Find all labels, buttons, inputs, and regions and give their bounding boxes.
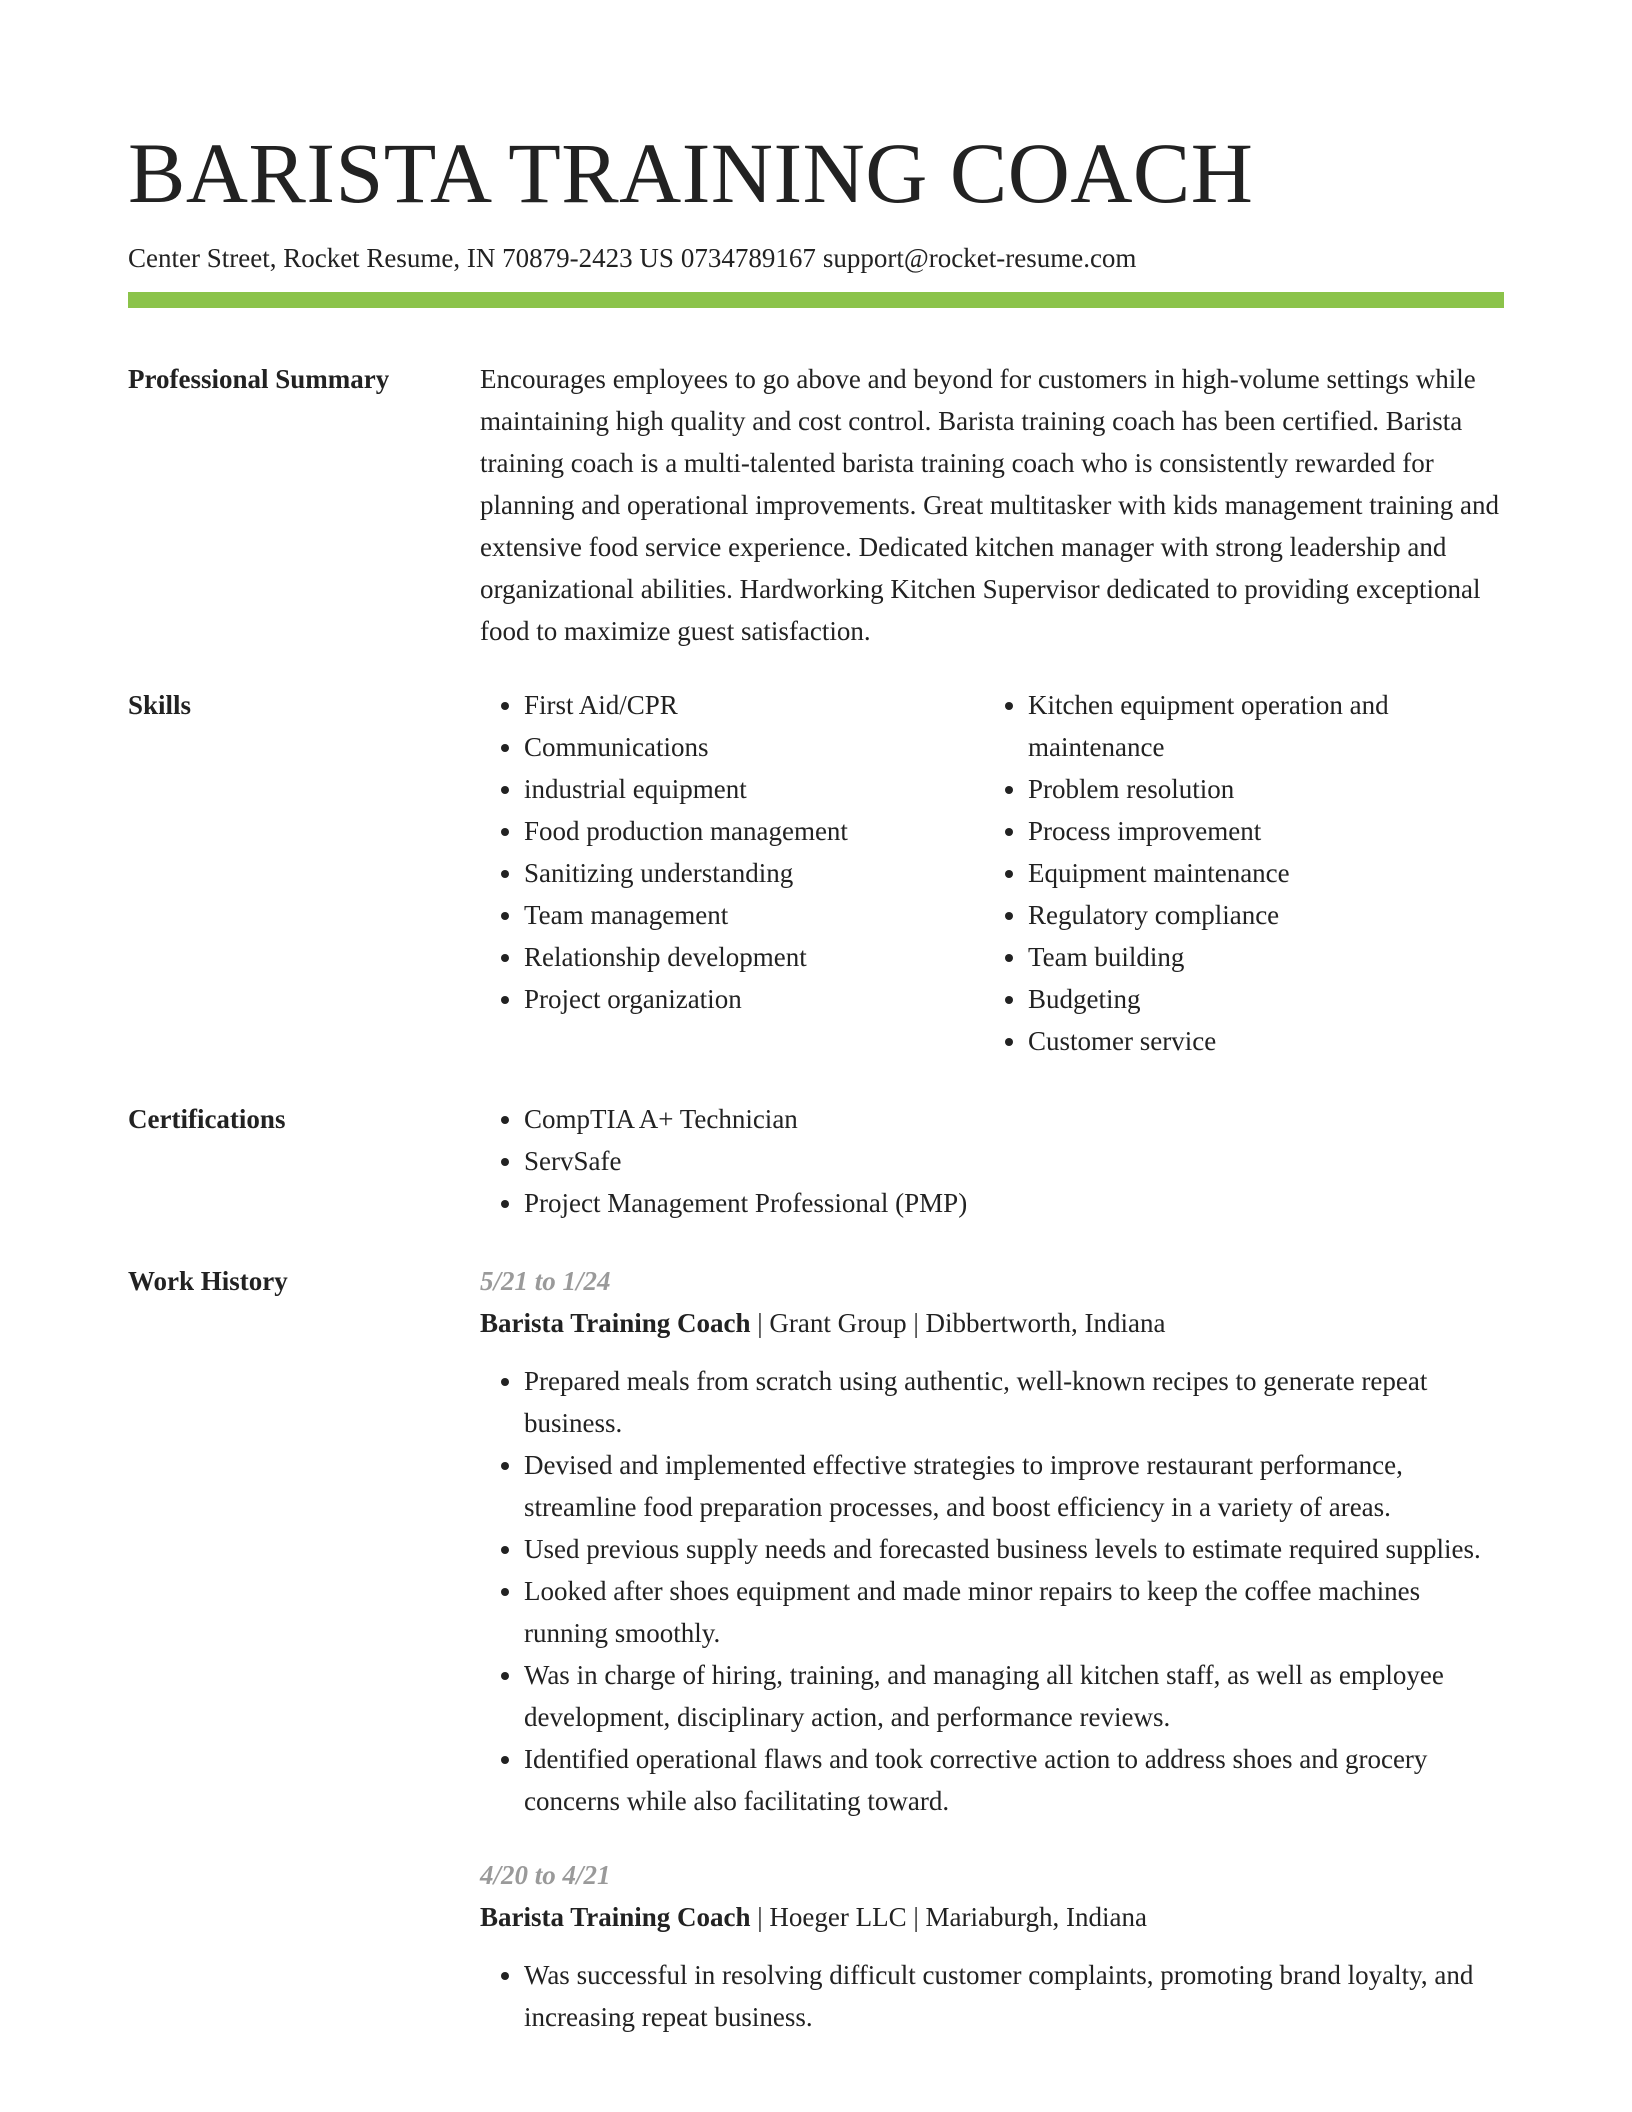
summary-text: Encourages employees to go above and beyond for customers in high-volume settings while maintaining high quality and cost control. Barista training coach has been certified. Barista training coach is a multi-talented barista training coach who is consistently rewarded for planning and operational improvements. Great multitasker with kids management training and extensive food service experience. Dedicated kitchen manager with strong leadership and organizational abilities. Hardworking Kitchen Supervisor dedicated to providing exceptional food to maximize guest satisfaction. bbox=[480, 364, 1499, 646]
skill-item: • industrial equipment bbox=[524, 768, 984, 810]
contact-address: Center Street, Rocket Resume, IN 70879-2423 US bbox=[128, 243, 674, 273]
work-history-section bbox=[128, 1260, 1504, 2038]
job-bullet: • Devised and implemented effective strategies to improve restaurant performance, streamline food preparation processes, and boost efficiency in a variety of areas. bbox=[524, 1444, 1504, 1528]
skills-column-left bbox=[480, 684, 984, 1062]
skills-list-right bbox=[984, 684, 1488, 1062]
skill-item: • Team building bbox=[1028, 936, 1488, 978]
header-divider bbox=[128, 292, 1504, 308]
skill-item: • Kitchen equipment operation and maintenance bbox=[1028, 684, 1488, 768]
work-history-list bbox=[480, 1260, 1504, 2038]
job-bullet: • Used previous supply needs and forecasted business levels to estimate required supplies. bbox=[524, 1528, 1504, 1570]
skills-heading: Skills bbox=[128, 690, 192, 720]
certification-item: • CompTIA A+ Technician bbox=[524, 1098, 1504, 1140]
job-bullet: • Identified operational flaws and took corrective action to address shoes and grocery concerns while also facilitating toward. bbox=[524, 1738, 1504, 1822]
skill-item: • Project organization bbox=[524, 978, 984, 1020]
certifications-heading: Certifications bbox=[128, 1104, 286, 1134]
work-history-heading: Work History bbox=[128, 1266, 288, 1296]
certifications-section bbox=[128, 1098, 1504, 1224]
skill-item: • Budgeting bbox=[1028, 978, 1488, 1020]
contact-line bbox=[128, 240, 1504, 276]
skill-item: • Communications bbox=[524, 726, 984, 768]
certifications-list bbox=[480, 1098, 1504, 1224]
job-responsibilities bbox=[480, 1360, 1504, 1822]
skill-item: • Food production management bbox=[524, 810, 984, 852]
job-entry bbox=[480, 1854, 1504, 2038]
contact-email: support@rocket-resume.com bbox=[822, 243, 1137, 273]
job-employer-location: | Grant Group | Dibbertworth, Indiana bbox=[750, 1308, 1166, 1338]
skills-section bbox=[128, 684, 1504, 1062]
job-dates: 5/21 to 1/24 bbox=[480, 1266, 611, 1296]
job-bullet: • Was successful in resolving difficult customer complaints, promoting brand loyalty, and increasing repeat business. bbox=[524, 1954, 1504, 2038]
skill-item: • Process improvement bbox=[1028, 810, 1488, 852]
skills-column-right bbox=[984, 684, 1488, 1062]
job-heading bbox=[480, 1896, 1504, 1938]
resume-page bbox=[128, 0, 1504, 2038]
skill-item: • Problem resolution bbox=[1028, 768, 1488, 810]
job-title: Barista Training Coach bbox=[480, 1308, 751, 1338]
skill-item: • Equipment maintenance bbox=[1028, 852, 1488, 894]
summary-heading: Professional Summary bbox=[128, 364, 390, 394]
job-bullet: • Was in charge of hiring, training, and managing all kitchen staff, as well as employee development, disciplinary action, and performance reviews. bbox=[524, 1654, 1504, 1738]
job-dates: 4/20 to 4/21 bbox=[480, 1860, 611, 1890]
skills-grid bbox=[480, 684, 1504, 1062]
job-employer-location: | Hoeger LLC | Mariaburgh, Indiana bbox=[750, 1902, 1147, 1932]
skill-item: • First Aid/CPR bbox=[524, 684, 984, 726]
resume-title: BARISTA TRAINING COACH bbox=[128, 125, 1254, 221]
skill-item: • Sanitizing understanding bbox=[524, 852, 984, 894]
skill-item: • Customer service bbox=[1028, 1020, 1488, 1062]
skills-list-left bbox=[480, 684, 984, 1020]
job-heading bbox=[480, 1302, 1504, 1344]
job-responsibilities bbox=[480, 1954, 1504, 2038]
certification-item: • ServSafe bbox=[524, 1140, 1504, 1182]
summary-section bbox=[128, 358, 1504, 652]
certification-item: • Project Management Professional (PMP) bbox=[524, 1182, 1504, 1224]
job-bullet: • Prepared meals from scratch using authentic, well-known recipes to generate repeat business. bbox=[524, 1360, 1504, 1444]
skill-item: • Relationship development bbox=[524, 936, 984, 978]
job-bullet: • Looked after shoes equipment and made minor repairs to keep the coffee machines running smoothly. bbox=[524, 1570, 1504, 1654]
job-entry bbox=[480, 1260, 1504, 1822]
job-title: Barista Training Coach bbox=[480, 1902, 751, 1932]
contact-phone: 0734789167 bbox=[680, 243, 816, 273]
skill-item: • Regulatory compliance bbox=[1028, 894, 1488, 936]
skill-item: • Team management bbox=[524, 894, 984, 936]
